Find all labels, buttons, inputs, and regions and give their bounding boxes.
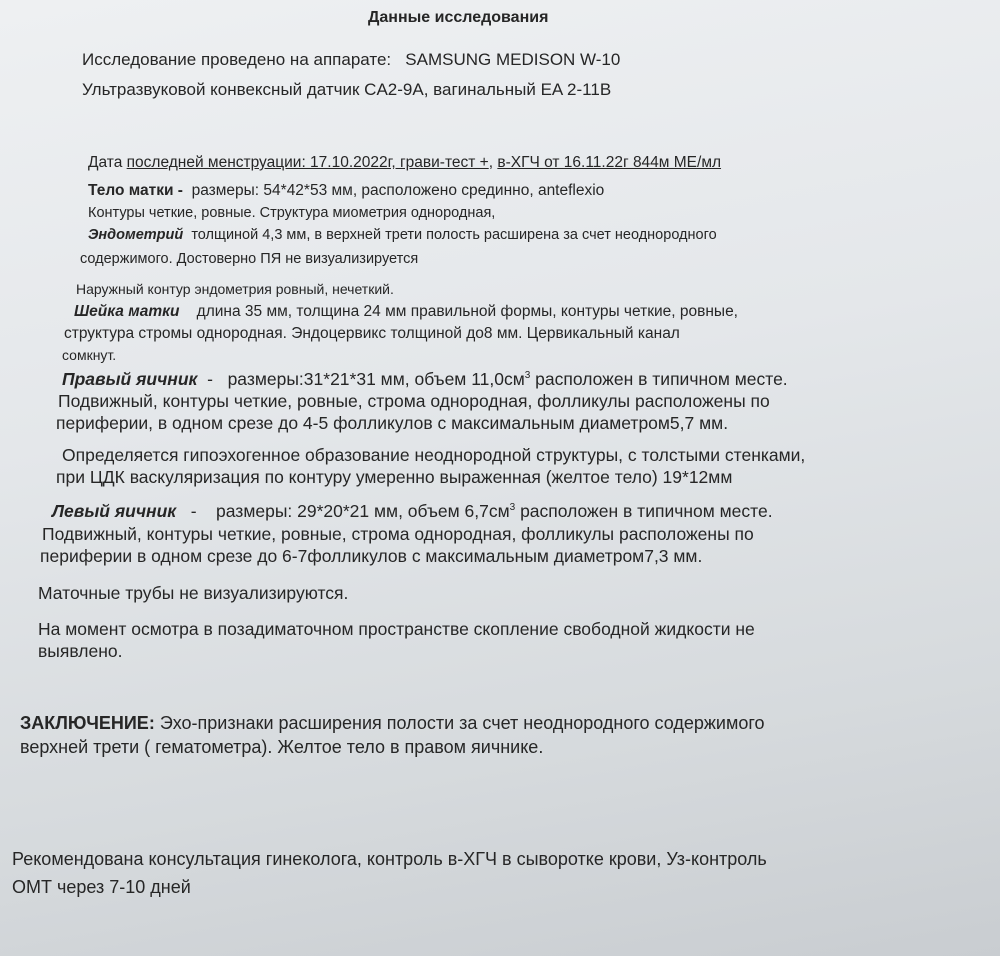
conclusion-heading: ЗАКЛЮЧЕНИЕ: [20, 713, 155, 733]
corpus-luteum-line1: Определяется гипоэхогенное образование неоднородной структуры, с толстыми стенками, [62, 445, 806, 465]
recommendation-line1: Рекомендована консультация гинеколога, контроль в-ХГЧ в сыворотке крови, Уз-контроль [12, 849, 767, 869]
right-ovary-line1 [62, 369, 788, 389]
dash: - [190, 501, 197, 521]
probes-line: Ультразвуковой конвексный датчик CA2-9A, вагинальный EA 2-11B [82, 80, 612, 99]
lmp-prefix: Дата [88, 154, 127, 171]
superscript: 3 [524, 370, 531, 381]
cervix-line3: сомкнут. [62, 347, 117, 363]
left-ovary-line2: Подвижный, контуры четкие, ровные, строма однородная, фолликулы расположены по [42, 524, 754, 544]
lmp-sep: , [488, 154, 498, 171]
cervix-line1 [74, 303, 738, 321]
device-label: Исследование проведено на аппарате: [82, 50, 392, 69]
endometrium-text: толщиной 4,3 мм, в верхней трети полость расширена за счет неоднородного [191, 227, 717, 243]
right-ovary-line3: периферии, в одном срезе до 4-5 фолликулов с максимальным диаметром5,7 мм. [56, 413, 729, 433]
right-ovary-heading: Правый яичник [62, 369, 198, 389]
lmp-line [88, 154, 721, 172]
document-title: Данные исследования [368, 9, 549, 26]
uterus-heading: Тело матки - [88, 182, 183, 199]
fluid-line1: На момент осмотра в позадиматочном пространстве скопление свободной жидкости не [38, 619, 755, 639]
right-ovary-size: размеры:31*21*31 мм, объем 11,0см [227, 369, 525, 389]
right-ovary-line2: Подвижный, контуры четкие, ровные, строма однородная, фолликулы расположены по [58, 391, 770, 411]
fluid-line2: выявлено. [38, 641, 123, 661]
conclusion-line1 [20, 713, 765, 734]
device-value: SAMSUNG MEDISON W-10 [405, 50, 621, 69]
hcg-value: в-ХГЧ от 16.11.22г 844м МЕ/мл [497, 154, 722, 171]
device-line [82, 50, 620, 70]
superscript: 3 [509, 502, 516, 513]
dash: - [207, 369, 213, 389]
lmp-date: последней менструации: 17.10.2022г, грави-тест + [126, 154, 489, 171]
endometrium-line2: содержимого. Достоверно ПЯ не визуализируется [80, 251, 419, 267]
endometrium-heading: Эндометрий [88, 227, 184, 243]
right-ovary-location: расположен в типичном месте. [530, 369, 788, 389]
recommendation-line2: ОМТ через 7-10 дней [12, 877, 191, 897]
tubes-line: Маточные трубы не визуализируются. [38, 583, 349, 603]
corpus-luteum-line2: при ЦДК васкуляризация по контуру умеренно выраженная (желтое тело) 19*12мм [56, 467, 733, 487]
left-ovary-line1 [52, 501, 773, 521]
cervix-line2: структура стромы однородная. Эндоцервикс толщиной до8 мм. Цервикальный канал [64, 325, 680, 342]
uterus-size-line [88, 182, 604, 200]
conclusion-text: Эхо-признаки расширения полости за счет неоднородного содержимого [154, 713, 765, 733]
endometrium-line1 [88, 227, 717, 244]
cervix-text: длина 35 мм, толщина 24 мм правильной формы, контуры четкие, ровные, [196, 303, 738, 320]
left-ovary-location: расположен в типичном месте. [515, 501, 773, 521]
uterus-size: размеры: 54*42*53 мм, расположено срединно, anteflexio [191, 182, 605, 199]
left-ovary-line3: периферии в одном срезе до 6-7фолликулов с максимальным диаметром7,3 мм. [40, 546, 703, 566]
conclusion-line2: верхней трети ( гематометра). Желтое тело в правом яичнике. [20, 737, 544, 757]
endometrium-line3: Наружный контур эндометрия ровный, нечеткий. [76, 281, 394, 297]
left-ovary-heading: Левый яичник [52, 501, 177, 521]
uterus-contours: Контуры четкие, ровные. Структура миометрия однородная, [88, 205, 496, 221]
cervix-heading: Шейка матки [74, 303, 180, 320]
left-ovary-size: размеры: 29*20*21 мм, объем 6,7см [216, 501, 510, 521]
